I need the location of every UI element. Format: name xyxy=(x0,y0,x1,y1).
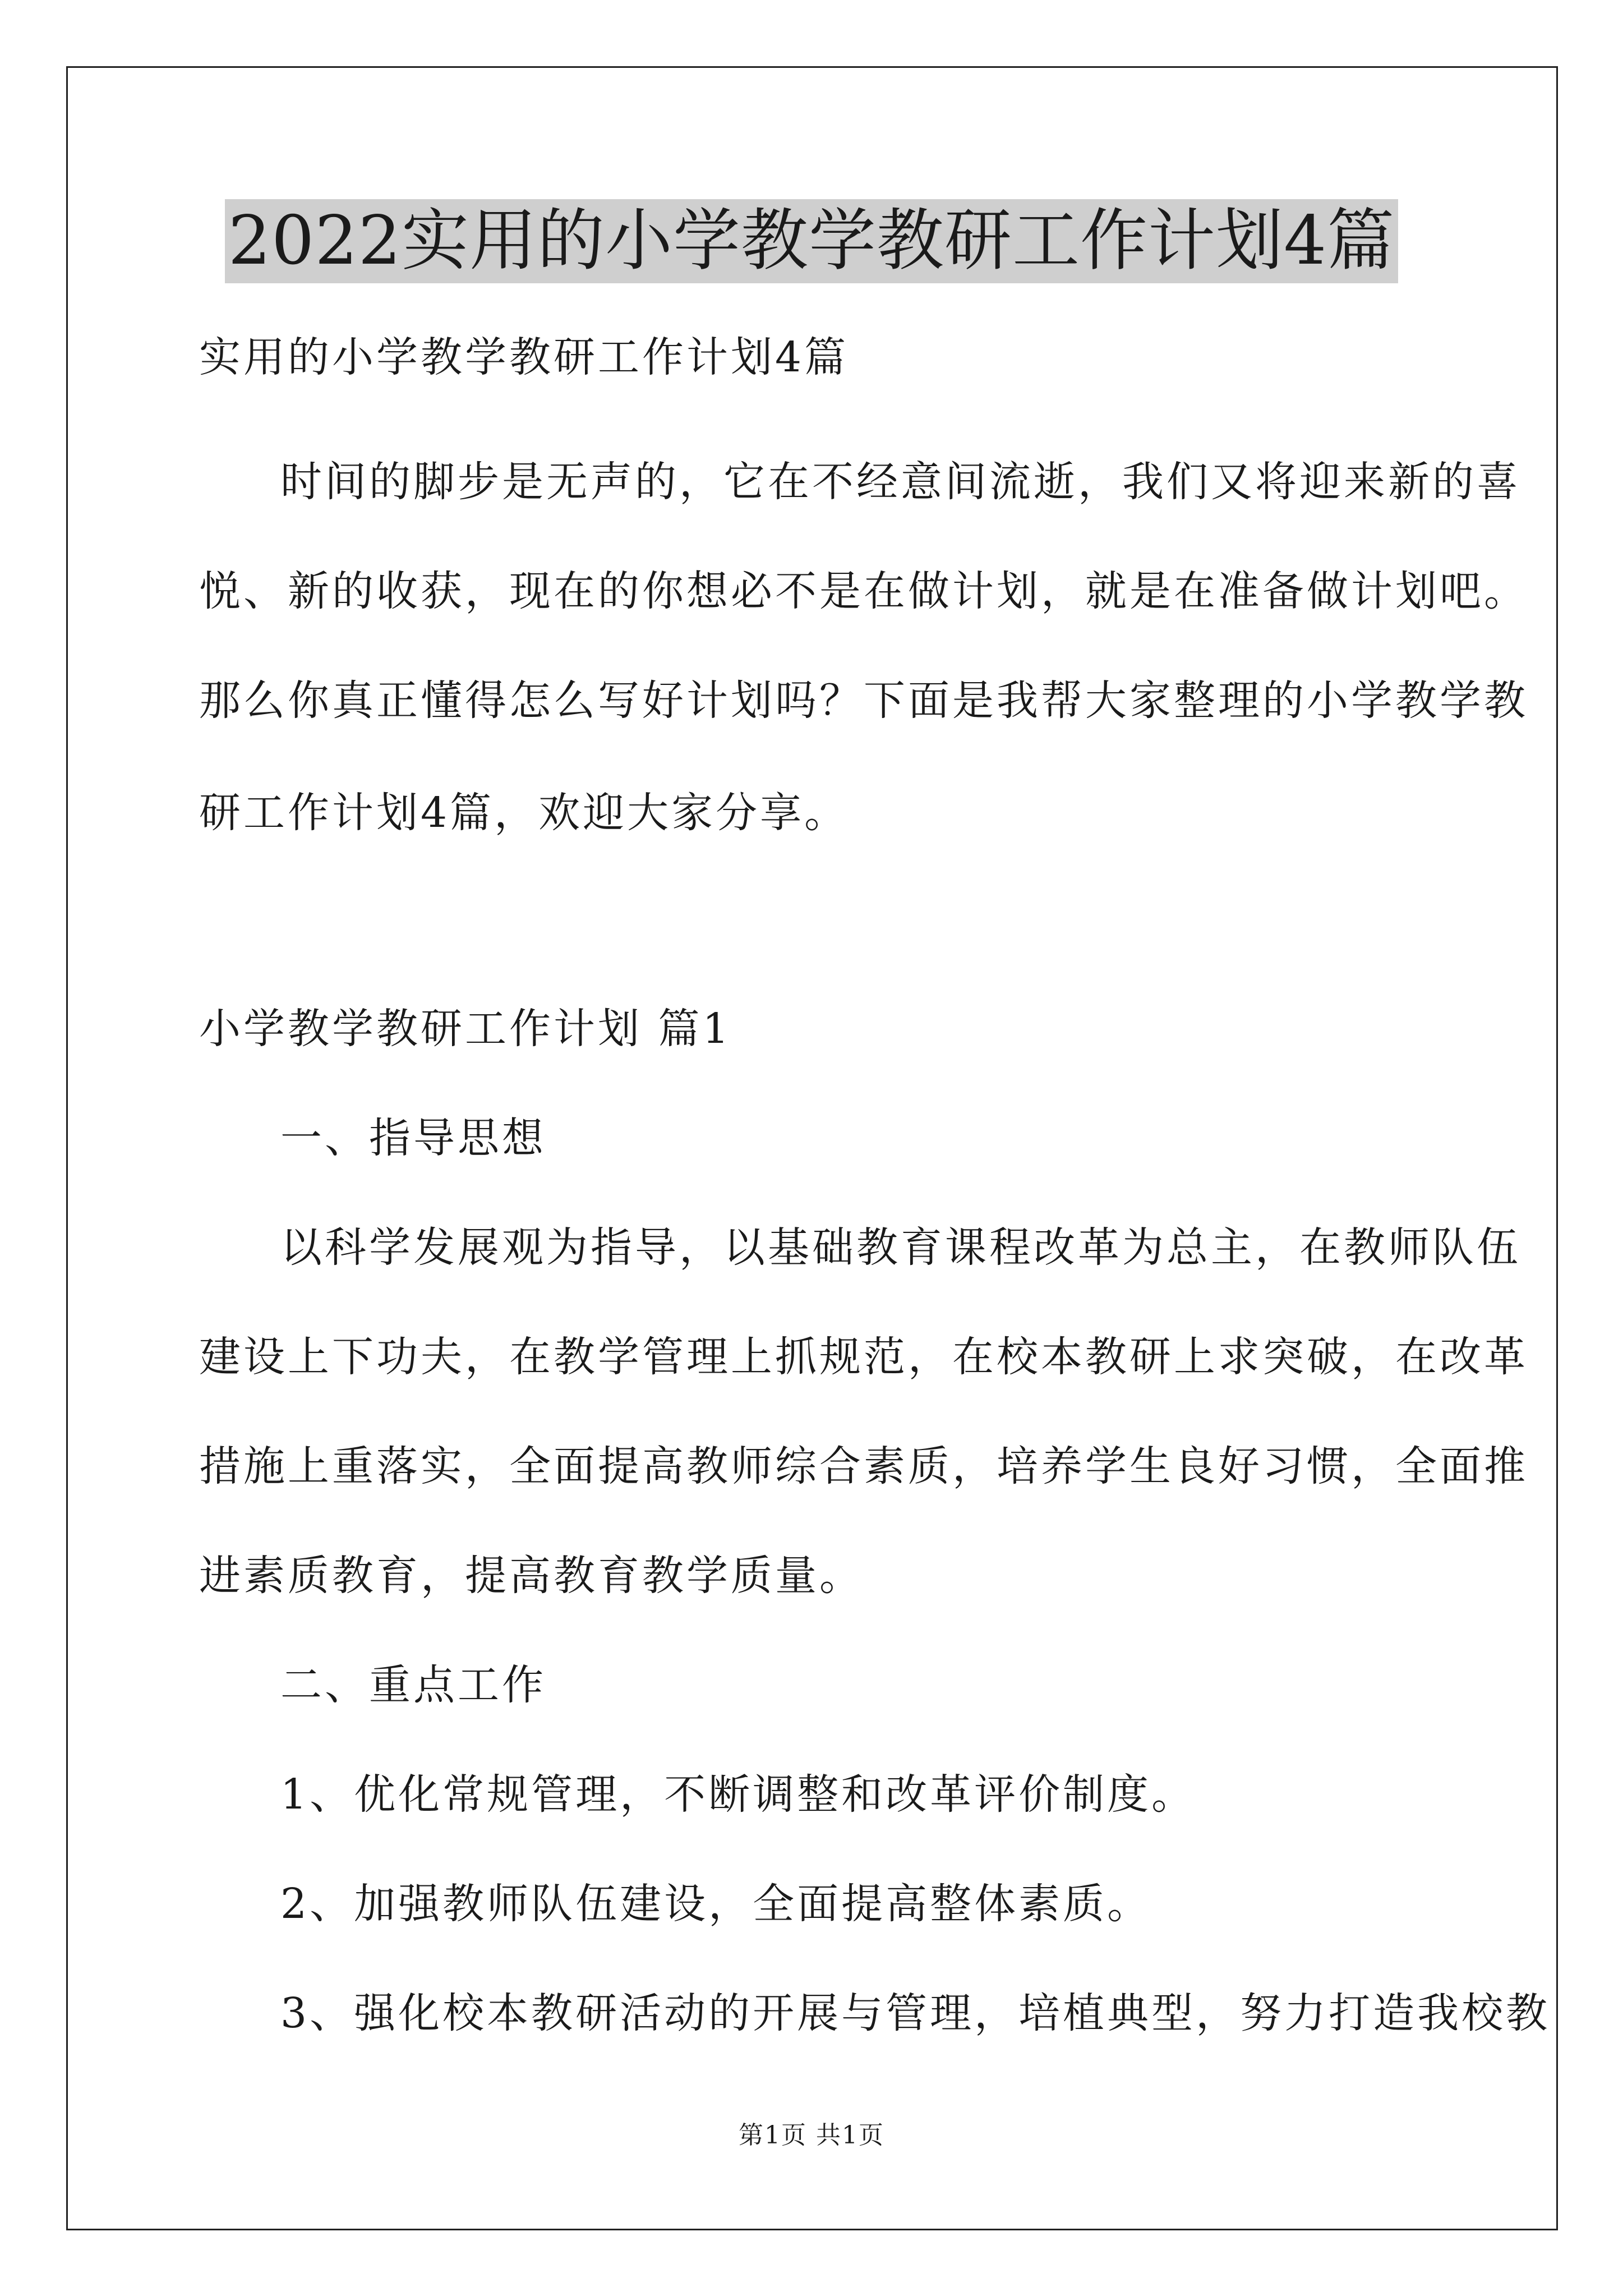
guide-line-1: 以科学发展观为指导，以基础教育课程改革为总主，在教师队伍 xyxy=(280,1223,1521,1272)
heading-key-work: 二、重点工作 xyxy=(280,1661,546,1709)
list-item: 3、强化校本教研活动的开展与管理，培植典型，努力打造我校教 xyxy=(280,1989,1551,2037)
guide-line-2: 建设上下功夫，在教学管理上抓规范，在校本教研上求突破，在改革 xyxy=(199,1333,1528,1381)
heading-guiding-thought: 一、指导思想 xyxy=(280,1114,546,1162)
intro-line-1: 时间的脚步是无声的，它在不经意间流逝，我们又将迎来新的喜 xyxy=(280,458,1521,506)
section-title: 小学教学教研工作计划 篇1 xyxy=(199,1005,732,1053)
document-title: 2022实用的小学教学教研工作计划4篇 xyxy=(225,199,1399,283)
guide-line-3: 措施上重落实，全面提高教师综合素质，培养学生良好习惯，全面推 xyxy=(199,1442,1528,1490)
guide-line-4: 进素质教育，提高教育教学质量。 xyxy=(199,1552,864,1600)
intro-line-2: 悦、新的收获，现在的你想必不是在做计划，就是在准备做计划吧。 xyxy=(199,567,1528,615)
intro-line-3: 那么你真正懂得怎么写好计划吗？下面是我帮大家整理的小学教学教 xyxy=(199,677,1528,725)
intro-line-4: 研工作计划4篇，欢迎大家分享。 xyxy=(199,789,849,837)
document-subtitle: 实用的小学教学教研工作计划4篇 xyxy=(199,333,849,381)
page-number: 第1页 共1页 xyxy=(739,2121,884,2150)
title-container xyxy=(0,199,1623,283)
list-item: 1、优化常规管理，不断调整和改革评价制度。 xyxy=(280,1770,1196,1819)
list-item: 2、加强教师队伍建设，全面提高整体素质。 xyxy=(280,1880,1152,1928)
